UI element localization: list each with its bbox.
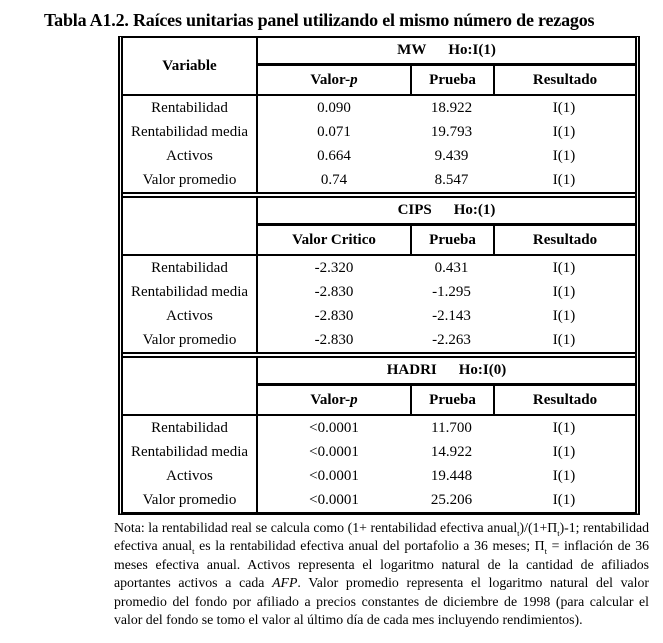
column-header-text: Valor Critico — [292, 231, 376, 248]
test-name: MW — [397, 42, 427, 58]
value-cell: <0.0001 — [309, 419, 359, 436]
value-cell: 14.922 — [430, 443, 473, 460]
hypothesis-label: Ho:I(0) — [458, 362, 507, 378]
result-cell: I(1) — [552, 467, 576, 484]
value-cell: <0.0001 — [309, 491, 359, 508]
row-label-cell: Valor promedio — [123, 488, 258, 512]
row-label-cell: Activos — [123, 304, 258, 328]
value-cell: -2.263 — [432, 331, 471, 348]
value-cell: -1.295 — [432, 283, 471, 300]
column-header-resultado — [493, 66, 635, 96]
result-cell: I(1) — [552, 419, 576, 436]
result-cell: I(1) — [552, 283, 576, 300]
table-section-cips — [123, 198, 635, 352]
column-header-text: Prueba — [429, 231, 476, 248]
value-cell: 0.090 — [317, 99, 351, 116]
column-header-text: Resultado — [532, 391, 598, 408]
value-cell: -2.830 — [314, 331, 354, 348]
column-header-text: Valor- — [310, 71, 351, 88]
column-header-valor-critico — [258, 226, 410, 256]
result-cell: I(1) — [552, 307, 576, 324]
result-cell: I(1) — [552, 443, 576, 460]
row-label-cell: Rentabilidad — [123, 256, 258, 280]
value-cell: 11.700 — [431, 419, 472, 436]
variable-header-cell-empty — [123, 198, 258, 256]
table-title: Tabla A1.2. Raíces unitarias panel utilizando el mismo número de rezagos — [44, 10, 595, 30]
unit-root-table — [118, 36, 640, 515]
test-name: HADRI — [386, 362, 437, 378]
column-header-italic: p — [350, 71, 358, 88]
result-cell: I(1) — [552, 147, 576, 164]
value-cell: -2.830 — [314, 307, 354, 324]
row-label-cell: Rentabilidad media — [123, 280, 258, 304]
row-label-cell: Rentabilidad media — [123, 120, 258, 144]
result-cell: I(1) — [552, 259, 576, 276]
result-cell: I(1) — [552, 331, 576, 348]
row-label-cell: Activos — [123, 144, 258, 168]
value-cell: 0.071 — [317, 123, 351, 140]
value-cell: -2.143 — [432, 307, 471, 324]
table-section-mw — [123, 38, 635, 192]
column-header-valor-p — [258, 66, 410, 96]
value-cell: 8.547 — [434, 171, 469, 188]
column-header-text: Prueba — [429, 391, 476, 408]
table-section-hadri — [123, 358, 635, 512]
row-label-cell: Valor promedio — [123, 328, 258, 352]
value-cell: -2.320 — [314, 259, 354, 276]
variable-header-cell-empty — [123, 358, 258, 416]
value-cell: <0.0001 — [309, 443, 359, 460]
column-header-text: Resultado — [532, 71, 598, 88]
hypothesis-label: Ho:I(1) — [448, 42, 496, 58]
result-cell: I(1) — [552, 123, 576, 140]
row-label-cell: Valor promedio — [123, 168, 258, 192]
column-header-text: Prueba — [429, 71, 476, 88]
column-header-prueba — [410, 66, 493, 96]
value-cell: <0.0001 — [309, 467, 359, 484]
value-cell: 18.922 — [430, 99, 473, 116]
row-label-cell: Rentabilidad — [123, 416, 258, 440]
column-header-prueba — [410, 386, 493, 416]
table-note: Nota: la rentabilidad real se calcula como (1+ rentabilidad efectiva $anual_t)/(1+\Pi_t)-1$; rentabilidad efectiva anual$_t$ es la rentabilidad efectiva anual del portafolio a 36 meses; $\Pi_t$ = inflación de 36 meses efectiva anual. Activos representa el logaritmo natural de la cantidad de afiliados aportantes activos a cada AFP. Valor promedio representa el logaritmo natural del valor promedio del fondo por afiliado a precios constantes de diciembre de 1998 (para calcular el valor del fondo se tomo el valor al último día de cada mes incluyendo rendimientos). — [114, 520, 650, 628]
section-title-cell — [258, 198, 635, 226]
value-cell: 25.206 — [430, 491, 473, 508]
column-header-text: Valor- — [310, 391, 351, 408]
variable-header-cell: Variable — [123, 38, 258, 96]
result-cell: I(1) — [552, 99, 576, 116]
row-label-cell: Rentabilidad — [123, 96, 258, 120]
result-cell: I(1) — [552, 491, 576, 508]
section-title-cell — [258, 358, 635, 386]
column-header-italic: p — [350, 391, 358, 408]
column-header-resultado — [493, 386, 635, 416]
column-header-prueba — [410, 226, 493, 256]
row-label-cell: Rentabilidad media — [123, 440, 258, 464]
hypothesis-label: Ho:(1) — [453, 202, 496, 218]
value-cell: 0.74 — [320, 171, 348, 188]
value-cell: 19.793 — [430, 123, 473, 140]
value-cell: 0.431 — [434, 259, 469, 276]
test-name: CIPS — [397, 202, 432, 218]
value-cell: 19.448 — [430, 467, 473, 484]
column-header-resultado — [493, 226, 635, 256]
section-title-cell — [258, 38, 635, 66]
value-cell: -2.830 — [314, 283, 354, 300]
result-cell: I(1) — [552, 171, 576, 188]
column-header-text: Resultado — [532, 231, 598, 248]
row-label-cell: Activos — [123, 464, 258, 488]
column-header-valor-p — [258, 386, 410, 416]
value-cell: 9.439 — [434, 147, 469, 164]
value-cell: 0.664 — [317, 147, 351, 164]
